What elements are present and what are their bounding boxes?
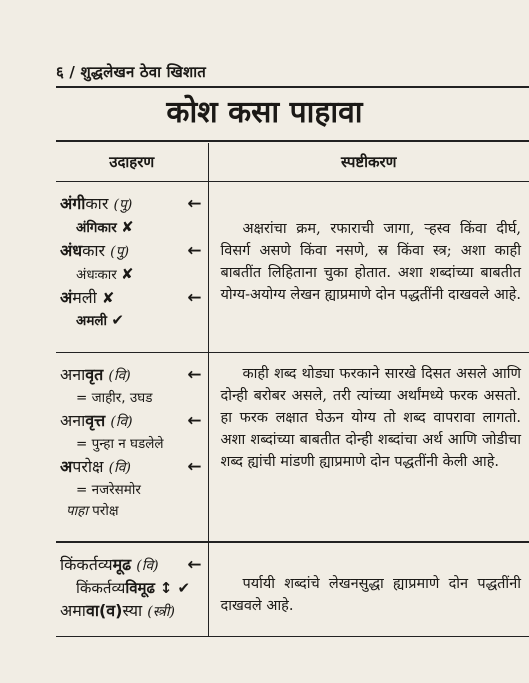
table-header-row (56, 143, 529, 181)
left-arrow-icon: ← (187, 555, 202, 575)
explanation-cell (208, 181, 529, 352)
entry-headword-bold: अंध (60, 240, 83, 260)
entry: अमावा(व)स्या (स्त्री) (60, 601, 175, 620)
entry-meaning: = जाहीर, उघड (76, 389, 153, 406)
part-of-speech: (वि) (108, 367, 131, 384)
left-arrow-icon: ← (187, 410, 202, 431)
page-title: कोश कसा पाहावा (166, 95, 363, 130)
entry-variant: अमली ✔ (76, 310, 124, 329)
entry: किंकर्तव्यमूढ (वि) ← (60, 555, 202, 575)
title-rule (56, 140, 529, 142)
entry-meaning: = पुन्हा न घडलेले (76, 435, 164, 452)
left-arrow-icon: ← (187, 193, 202, 214)
explanation-text: पर्यायी शब्दांचे लेखनसुद्धा ह्याप्रमाणे दोन पद्धतींनी दाखवले आहे. (220, 576, 521, 614)
examples-cell (56, 542, 208, 636)
dictionary-guide-table (56, 143, 529, 637)
examples-cell (56, 181, 208, 352)
column-header-example: उदाहरण (56, 143, 208, 181)
part-of-speech: (पु) (110, 243, 130, 260)
entry-headword-bold: वा(व) (85, 601, 123, 620)
entry-headword: मली (72, 287, 97, 307)
part-of-speech: (स्त्री) (147, 604, 175, 620)
entry-meaning: = नजरेसमोर (76, 481, 141, 498)
part-of-speech: (वि) (136, 558, 159, 574)
entry-headword-bold: वृ (85, 410, 95, 430)
cross-icon: ✘ (101, 288, 115, 307)
entry-cross-reference: पाहा परोक्ष (66, 502, 119, 519)
entry (60, 286, 202, 310)
entry-headword: कार (82, 240, 106, 260)
part-of-speech: (पु) (113, 196, 133, 213)
running-head: ६ / शुद्धलेखन ठेवा खिशात (56, 63, 207, 81)
part-of-speech: (वि) (110, 413, 133, 430)
entry-headword-bold: अं (60, 287, 73, 307)
examples-cell (56, 352, 208, 542)
column-header-explanation: स्पष्टीकरण (208, 143, 529, 181)
left-arrow-icon: ← (187, 240, 202, 261)
left-arrow-icon: ← (187, 287, 202, 308)
table-row (56, 181, 529, 352)
entry-headword: कार (85, 193, 109, 213)
explanation-text: अक्षरांचा क्रम, रफाराची जागा, ऱ्हस्व किंवा दीर्घ, विसर्ग असणे किंवा नसणे, स्र किंवा स्त्र; अशा काही बाबतींत लिहिताना चुका होतात. अशा शब्दांच्या बाबतीत योग्य-अयोग्य लेखन ह्याप्रमाणे दोन पद्धतींनी दाखवले आहे. (220, 220, 521, 303)
header-rule (56, 86, 529, 88)
entry-variant: अंगिकार ✘ (76, 217, 134, 236)
entry: अपरोक्ष (वि) ← (60, 456, 202, 477)
explanation-cell (208, 352, 529, 542)
left-arrow-icon: ← (187, 364, 202, 385)
entry-headword-bold: अंगी (60, 193, 86, 213)
entry-variant: अंधःकार ✘ (76, 264, 134, 283)
entry: अनावृत (वि) ← (60, 364, 202, 385)
swap-check-icon: ↕ ✔ (159, 579, 191, 597)
entry-headword-bold: मूढ (112, 555, 132, 574)
cross-icon: ✘ (121, 217, 134, 236)
table-row (56, 352, 529, 542)
entry: अनावृत्त (वि) ← (60, 410, 202, 431)
entry-headword-bold: वृ (85, 364, 95, 384)
explanation-text: काही शब्द थोड्या फरकाने सारखे दिसत असले आणि दोन्ही बरोबर असले, तरी त्यांच्या अर्थांमध्ये फरक असतो. हा फरक लक्षात घेऊन योग्य तो शब्द वापरावा लागतो. अशा शब्दांच्या बाबतीत दोन्ही शब्दांचा अर्थ आणि जोडीचा शब्द ह्यांची मांडणी ह्याप्रमाणे दोन पद्धतींनी केली आहे. (220, 365, 521, 470)
table-row (56, 542, 529, 636)
entry (60, 192, 202, 217)
explanation-cell (208, 542, 529, 636)
entry-variant: किंकर्तव्यविमूढ ↕ ✔ (76, 579, 191, 597)
part-of-speech: (वि) (108, 459, 131, 476)
check-icon: ✔ (111, 310, 124, 329)
entry-headword-bold: अ (60, 456, 73, 476)
entry (60, 239, 202, 264)
left-arrow-icon: ← (187, 456, 202, 477)
cross-icon: ✘ (121, 264, 134, 283)
